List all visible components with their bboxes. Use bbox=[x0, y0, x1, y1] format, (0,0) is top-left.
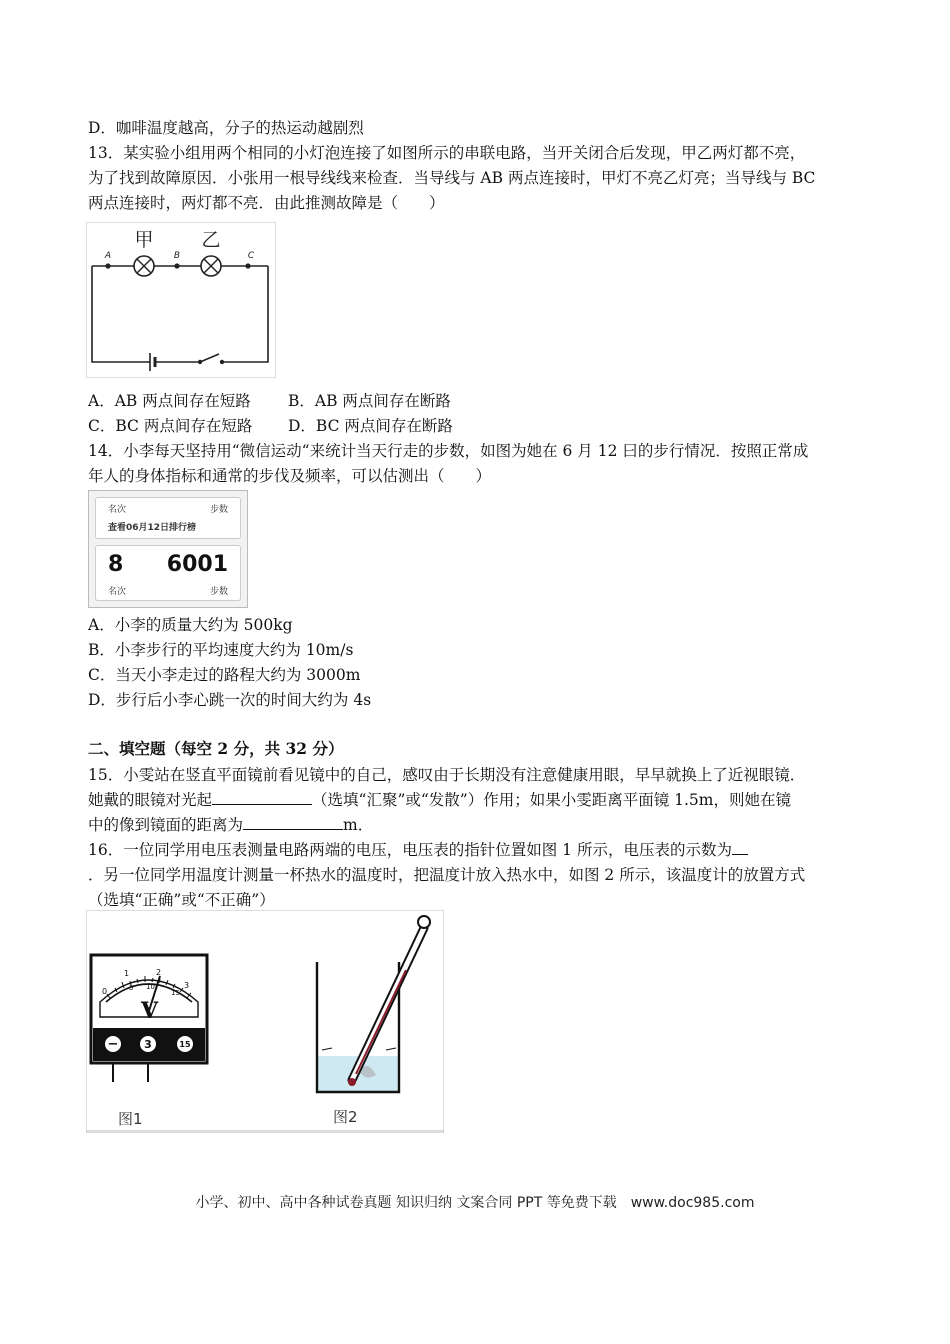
ranking-result-box bbox=[95, 545, 241, 601]
q16-figures bbox=[86, 910, 446, 1134]
node-b-label: B bbox=[173, 251, 181, 261]
scale-label-10: 10 bbox=[146, 983, 155, 991]
q15-stem-line3 bbox=[88, 815, 373, 835]
q16-line1-text: 16．一位同学用电压表测量电路两端的电压，电压表的指针位置如图 1 所示，电压表的示数为 bbox=[88, 841, 732, 859]
q16-stem-line1 bbox=[88, 840, 748, 860]
ranking-header-rank-label: 名次 bbox=[108, 505, 127, 515]
lamp-yi-label: 乙 bbox=[201, 229, 221, 251]
wechat-step-ranking-image bbox=[88, 490, 248, 608]
q13-options-row1 bbox=[88, 391, 451, 411]
ranking-header-steps-label: 步数 bbox=[209, 505, 228, 515]
page-footer: 小学、初中、高中各种试卷真题 知识归纳 文案合同 PPT 等免费下载 www.doc985.com bbox=[195, 1195, 755, 1211]
switch-lever bbox=[200, 354, 219, 362]
beaker-thermometer-icon bbox=[317, 916, 430, 1092]
scale-label-15: 15 bbox=[171, 989, 180, 997]
q15-blank-2[interactable] bbox=[243, 815, 343, 830]
q13-stem-line1: 13．某实验小组用两个相同的小灯泡连接了如图所示的串联电路，当开关闭合后发现，甲乙两灯都不亮， bbox=[88, 144, 806, 162]
q13-stem-line2: 为了找到故障原因．小张用一根导线线来检查．当导线与 AB 两点连接时，甲灯不亮乙灯亮；当导线与 BC bbox=[88, 169, 816, 187]
ranking-rank-caption: 名次 bbox=[108, 587, 127, 597]
node-a bbox=[105, 263, 110, 268]
q14-stem-line1: 14．小李每天坚持用“微信运动“来统计当天行走的步数，如图为她在 6 月 12 曰的步行情况．按照正常成 bbox=[88, 442, 809, 460]
scale-label-3: 3 bbox=[184, 981, 190, 990]
q13-option-b: B．AB 两点间存在断路 bbox=[288, 392, 451, 410]
q14-option-b: B．小李步行的平均速度大约为 10m/s bbox=[88, 641, 354, 659]
scale-label-1: 1 bbox=[124, 969, 130, 978]
node-c bbox=[245, 263, 250, 268]
voltmeter-icon bbox=[91, 955, 207, 1082]
voltmeter-symbol: V bbox=[141, 998, 159, 1024]
q16-stem-line3: （选填“正确”或“不正确”） bbox=[88, 891, 275, 909]
q14-option-c: C．当天小李走过的路程大约为 3000m bbox=[88, 666, 361, 684]
scale-label-2: 2 bbox=[156, 968, 162, 977]
q13-options-row2 bbox=[88, 416, 453, 436]
figure2-caption: 图2 bbox=[333, 1108, 358, 1126]
q13-option-c: C．BC 两点间存在短路 bbox=[88, 417, 253, 435]
figure1-caption: 图1 bbox=[118, 1110, 143, 1128]
q16-stem-line2: ．另一位同学用温度计测量一杯热水的温度时，把温度计放入热水中，如图 2 所示，该温度计的放置方式 bbox=[88, 866, 806, 884]
q15-stem-line2 bbox=[88, 790, 791, 810]
q14-option-a: A．小李的质量大约为 500kg bbox=[88, 616, 293, 634]
q12-option-d: D．咖啡温度越高，分子的热运动越剧烈 bbox=[88, 119, 364, 137]
q14-stem-line2: 年人的身体指标和通常的步伐及频率，可以估测出（ ） bbox=[88, 467, 492, 485]
q16-blank-1[interactable] bbox=[732, 840, 748, 855]
ranking-steps-value: 6001 bbox=[166, 552, 228, 577]
thermometer-bulb bbox=[348, 1078, 356, 1086]
ranking-header-box bbox=[95, 497, 241, 539]
q15-line3-part-a: 中的像到镜面的距离为 bbox=[88, 816, 244, 834]
q14-option-d: D．步行后小李心跳一次的时间大约为 4s bbox=[88, 691, 372, 709]
terminal-15-label: 15 bbox=[179, 1040, 191, 1049]
ranking-steps-caption: 步数 bbox=[209, 587, 228, 597]
ranking-header-subtitle: 查看06月12日排行榜 bbox=[108, 523, 197, 533]
ranking-rank-value: 8 bbox=[108, 552, 124, 577]
q15-line2-part-b: （选填“汇聚”或“发散”）作用；如果小雯距离平面镜 1.5m，则她在镜 bbox=[312, 791, 791, 809]
q15-line2-part-a: 她戴的眼镜对光起 bbox=[88, 791, 213, 809]
q15-blank-1[interactable] bbox=[212, 790, 312, 805]
scale-label-0: 0 bbox=[102, 987, 108, 996]
q15-stem-line1: 15．小雯站在竖直平面镜前看见镜中的自己，感叹由于长期没有注意健康用眼，早早就换上了近视眼镜． bbox=[88, 766, 806, 784]
scale-label-5: 5 bbox=[129, 984, 134, 992]
terminal-minus-label: − bbox=[107, 1037, 119, 1052]
q15-line3-part-b: m． bbox=[343, 816, 374, 834]
node-a-label: A bbox=[104, 251, 112, 261]
section-title-fill-in: 二、填空题（每空 2 分，共 32 分） bbox=[88, 739, 344, 758]
node-c-label: C bbox=[247, 251, 255, 261]
q13-option-d: D．BC 两点间存在断路 bbox=[288, 417, 453, 435]
lamp-jia-label: 甲 bbox=[134, 229, 154, 251]
q13-option-a: A．AB 两点间存在短路 bbox=[88, 392, 251, 410]
node-b bbox=[174, 263, 179, 268]
q13-circuit-diagram bbox=[86, 222, 276, 378]
terminal-3-label: 3 bbox=[144, 1038, 152, 1051]
q13-stem-line3: 两点连接时，两灯都不亮．由此推测故障是（ ） bbox=[88, 194, 445, 212]
